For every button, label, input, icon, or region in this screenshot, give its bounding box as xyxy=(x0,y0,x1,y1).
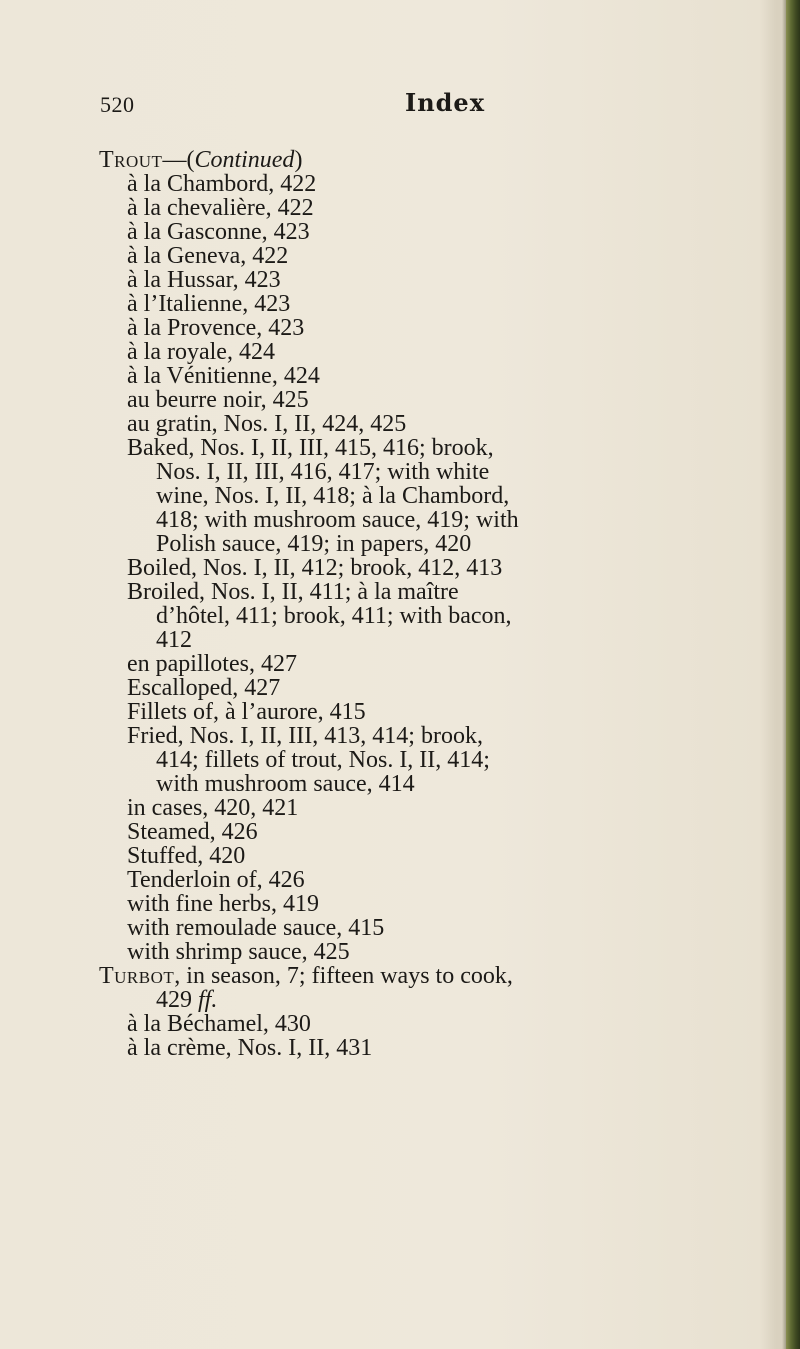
entry-text: à la Chambord, 422 xyxy=(127,171,317,197)
index-subentry xyxy=(99,796,699,820)
index-subentry xyxy=(99,820,699,844)
index-subentry xyxy=(99,340,699,364)
index-continuation-line xyxy=(99,748,699,772)
index-subentry xyxy=(99,172,699,196)
index-continuation-line xyxy=(99,628,699,652)
index-subentry xyxy=(99,724,699,748)
entry-text: 418; with mushroom sauce, 419; with xyxy=(156,507,519,533)
entry-text: wine, Nos. I, II, 418; à la Chambord, xyxy=(156,483,510,509)
page-title: Index xyxy=(404,88,486,117)
entry-text: Broiled, Nos. I, II, 411; à la maître xyxy=(127,579,459,605)
entry-text: in cases, 420, 421 xyxy=(127,795,299,821)
index-continuation-line xyxy=(99,460,699,484)
book-spine xyxy=(786,0,800,1349)
entry-text: Boiled, Nos. I, II, 412; brook, 412, 413 xyxy=(127,555,503,581)
index-continuation-line xyxy=(99,772,699,796)
entry-text: à l’Italienne, 423 xyxy=(127,291,291,317)
entry-text: Fried, Nos. I, II, III, 413, 414; brook, xyxy=(127,723,483,749)
entry-text: , in season, 7; fifteen ways to cook, xyxy=(174,963,513,989)
index-subentry xyxy=(99,268,699,292)
index-subentry xyxy=(99,700,699,724)
entry-text: 429 xyxy=(156,987,198,1013)
index-continuation-line xyxy=(99,508,699,532)
entry-text: with fine herbs, 419 xyxy=(127,891,319,917)
index-subentry xyxy=(99,1036,699,1060)
entry-text: Baked, Nos. I, II, III, 415, 416; brook, xyxy=(127,435,494,461)
entry-text: à la crème, Nos. I, II, 431 xyxy=(127,1035,373,1061)
index-subentry xyxy=(99,676,699,700)
entry-text: à la Provence, 423 xyxy=(127,315,305,341)
entry-text: en papillotes, 427 xyxy=(127,651,297,677)
index-subentry xyxy=(99,1012,699,1036)
entry-text: 414; fillets of trout, Nos. I, II, 414; xyxy=(156,747,490,773)
entry-text: with remoulade sauce, 415 xyxy=(127,915,385,941)
running-head xyxy=(100,88,760,124)
index-headword-entry xyxy=(99,148,699,172)
entry-text: Stuffed, 420 xyxy=(127,843,246,869)
entry-text: au beurre noir, 425 xyxy=(127,387,309,413)
index-continuation-line xyxy=(99,988,699,1012)
entry-text: à la chevalière, 422 xyxy=(127,195,314,221)
entry-text: à la Hussar, 423 xyxy=(127,267,281,293)
index-continuation-line xyxy=(99,484,699,508)
index-subentry xyxy=(99,580,699,604)
entry-text: à la royale, 424 xyxy=(127,339,275,365)
entry-text: au gratin, Nos. I, II, 424, 425 xyxy=(127,411,407,437)
entry-text: Fillets of, à l’aurore, 415 xyxy=(127,699,366,725)
index-continuation-line xyxy=(99,532,699,556)
index-subentry xyxy=(99,436,699,460)
entry-text: —( xyxy=(162,147,195,173)
index-subentry xyxy=(99,892,699,916)
entry-text: d’hôtel, 411; brook, 411; with bacon, xyxy=(156,603,512,629)
entry-text: with shrimp sauce, 425 xyxy=(127,939,350,965)
entry-text: Steamed, 426 xyxy=(127,819,258,845)
index-subentry xyxy=(99,868,699,892)
entry-text-end: ) xyxy=(294,147,303,173)
index-subentry xyxy=(99,244,699,268)
index-subentry xyxy=(99,412,699,436)
index-subentry xyxy=(99,196,699,220)
entry-text: with mushroom sauce, 414 xyxy=(156,771,415,797)
index-subentry xyxy=(99,364,699,388)
index-subentry xyxy=(99,292,699,316)
headword: Trout xyxy=(99,147,163,173)
index-subentry xyxy=(99,916,699,940)
index-subentry xyxy=(99,220,699,244)
index-subentry xyxy=(99,556,699,580)
entry-text: à la Vénitienne, 424 xyxy=(127,363,320,389)
entry-text: Escalloped, 427 xyxy=(127,675,281,701)
headword: Turbot xyxy=(99,963,175,989)
entry-text: à la Gasconne, 423 xyxy=(127,219,310,245)
entry-text: Nos. I, II, III, 416, 417; with white xyxy=(156,459,490,485)
index-subentry xyxy=(99,652,699,676)
index-subentry xyxy=(99,316,699,340)
continued-note: Continued xyxy=(194,147,295,173)
entry-text: 412 xyxy=(156,627,192,653)
page-number: 520 xyxy=(100,92,135,117)
entry-text: à la Béchamel, 430 xyxy=(127,1011,311,1037)
index-entries xyxy=(99,148,699,1060)
entry-text: Polish sauce, 419; in papers, 420 xyxy=(156,531,472,557)
index-subentry xyxy=(99,844,699,868)
index-subentry xyxy=(99,388,699,412)
index-headword-entry xyxy=(99,964,699,988)
index-continuation-line xyxy=(99,604,699,628)
entry-text: à la Geneva, 422 xyxy=(127,243,289,269)
index-subentry xyxy=(99,940,699,964)
entry-italic-text: ff. xyxy=(198,987,218,1013)
entry-text: Tenderloin of, 426 xyxy=(127,867,305,893)
